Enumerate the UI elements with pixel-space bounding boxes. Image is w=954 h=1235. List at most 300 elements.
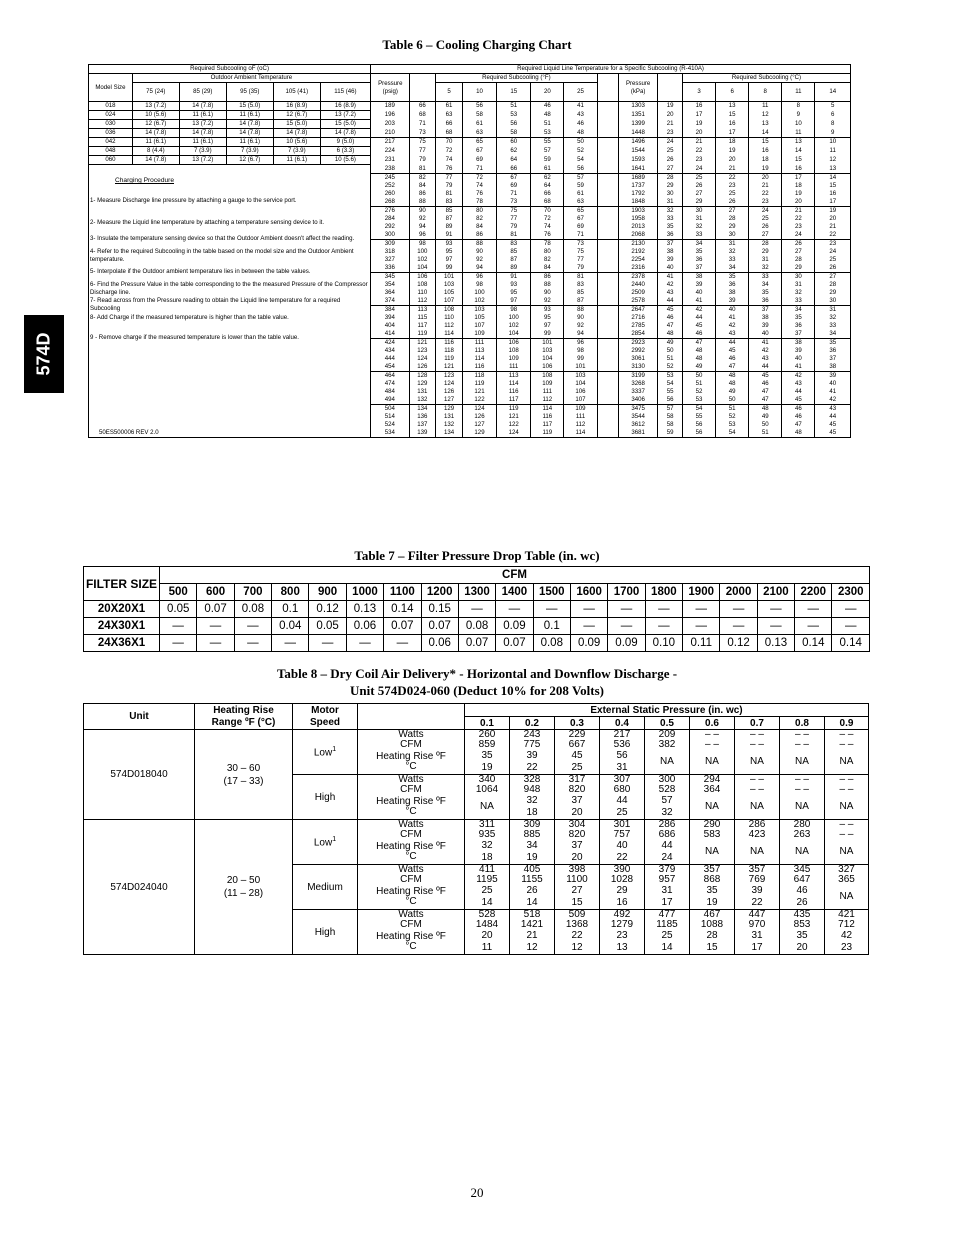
required-subcooling-cell: 11 (6.1)	[132, 138, 179, 147]
liquid-line-temp-cell: 106	[409, 272, 436, 281]
liquid-line-temp-cell: 29	[682, 198, 715, 207]
cfm-cell: 1100	[555, 875, 600, 885]
liquid-line-temp-cell: 102	[462, 297, 496, 306]
heating-rise-value: 19	[706, 897, 718, 908]
subcooling-f-col-header: 5	[436, 83, 463, 102]
heating-rise-c-label: °C	[405, 761, 417, 772]
required-subcooling-cell: 11 (6.1)	[273, 156, 320, 165]
pressure-row	[89, 429, 851, 438]
blank-cell	[597, 322, 618, 330]
liquid-line-temp-cell: 114	[436, 330, 463, 339]
blank-cell	[597, 102, 618, 111]
cfm-col-header: 1200	[421, 584, 458, 601]
liquid-line-temp-cell: 26	[716, 198, 749, 207]
cfm-cell: – –	[825, 830, 869, 840]
pressure-row	[89, 120, 851, 129]
heating-rise-cell	[825, 795, 869, 820]
liquid-line-temp-cell: 89	[436, 223, 463, 231]
pressure-kpa-cell: 2854	[618, 330, 658, 339]
pressure-drop-cell: —	[272, 635, 309, 652]
required-subcooling-cell: 14 (7.8)	[226, 120, 273, 129]
liquid-line-temp-cell: 22	[682, 147, 715, 156]
motor-speed-header-line1: Motor	[311, 704, 339, 716]
pressure-kpa-cell: 1848	[618, 198, 658, 207]
liquid-line-temp-cell: 38	[716, 289, 749, 297]
pressure-kpa-cell: 2923	[618, 338, 658, 347]
liquid-line-temp-cell: 40	[749, 330, 782, 339]
pressure-psig-cell: 454	[371, 363, 409, 372]
pressure-kpa-cell: 2130	[618, 239, 658, 248]
motor-speed-header	[293, 704, 358, 730]
liquid-line-temp-cell: 108	[497, 347, 531, 355]
liquid-line-temp-cell: 48	[682, 347, 715, 355]
heating-rise-value: NA	[480, 801, 494, 812]
watts-cell: 518	[510, 910, 555, 921]
dry-coil-air-delivery-table	[83, 703, 869, 955]
liquid-line-temp-cell: 114	[497, 380, 531, 388]
liquid-line-temp-cell: 93	[436, 239, 463, 248]
heating-rise-value: NA	[750, 756, 764, 767]
cfm-cell: 1028	[600, 875, 645, 885]
motor-speed-label: High	[314, 926, 336, 938]
pressure-drop-cell: —	[645, 618, 682, 635]
liquid-line-temp-cell: 111	[462, 338, 496, 347]
liquid-line-temp-cell: 49	[716, 388, 749, 396]
liquid-line-temp-cell: 72	[462, 173, 496, 182]
liquid-line-temp-cell: 13	[782, 138, 815, 147]
heating-rise-cell	[555, 795, 600, 820]
liquid-line-temp-cell: 22	[716, 173, 749, 182]
liquid-line-temp-cell: 94	[462, 264, 496, 273]
heating-rise-cell	[690, 750, 735, 775]
liquid-line-temp-cell: 30	[782, 272, 815, 281]
cfm-cell: – –	[780, 740, 825, 750]
heating-rise-f-label: Heating Rise ºF	[376, 841, 446, 852]
heating-rise-cell	[465, 750, 510, 775]
watts-cell: 286	[645, 820, 690, 831]
required-subcooling-cell: 13 (7.2)	[179, 120, 226, 129]
liquid-line-temp-cell: 59	[564, 182, 597, 190]
heating-rise-value: 12	[526, 942, 538, 953]
blank-header	[597, 74, 618, 102]
watts-cell: 467	[690, 910, 735, 921]
liquid-line-temp-cell: 13	[749, 120, 782, 129]
liquid-line-temp-cell: 54	[564, 156, 597, 165]
liquid-line-temp-cell: 85	[497, 248, 531, 256]
liquid-line-temp-cell: 39	[749, 322, 782, 330]
liquid-line-temp-cell: 35	[749, 289, 782, 297]
liquid-line-temp-cell: 51	[531, 120, 564, 129]
liquid-line-temp-cell: 39	[682, 281, 715, 289]
liquid-line-temp-cell: 36	[658, 231, 683, 240]
subcooling-f-col-header: 15	[497, 83, 531, 102]
liquid-line-temp-cell: 113	[409, 305, 436, 314]
liquid-line-temp-cell: 101	[564, 363, 597, 372]
watts-cell: – –	[825, 820, 869, 831]
heating-rise-value: 26	[796, 897, 808, 908]
liquid-line-temp-cell: 46	[531, 102, 564, 111]
heating-rise-cell	[690, 795, 735, 820]
liquid-line-temp-cell: 26	[782, 239, 815, 248]
liquid-line-temp-cell: 78	[462, 198, 496, 207]
model-size-cell: 030	[89, 120, 133, 129]
heating-rise-value: 11	[481, 942, 493, 953]
required-subcooling-cell: 15 (5.0)	[273, 120, 320, 129]
liquid-line-temp-cell: 13	[815, 165, 851, 174]
liquid-line-temp-cell: 44	[782, 388, 815, 396]
watts-cell: 379	[645, 865, 690, 876]
liquid-line-temp-cell: 113	[497, 371, 531, 380]
model-size-cell: 042	[89, 138, 133, 147]
liquid-line-temp-cell: 49	[658, 338, 683, 347]
cfm-cell: 364	[690, 785, 735, 795]
liquid-line-temp-cell: 48	[782, 429, 815, 438]
liquid-line-temp-cell: 77	[497, 215, 531, 223]
page-number: 20	[470, 1185, 484, 1200]
heating-rise-range-cell	[195, 730, 293, 820]
req-sub-c-header: Required Subcooling (°C)	[682, 74, 850, 83]
heating-rise-value: 27	[571, 885, 583, 896]
blank-cell	[597, 206, 618, 215]
subcooling-f-col-header: 10	[462, 83, 496, 102]
liquid-line-temp-cell: 94	[564, 330, 597, 339]
pressure-kpa-cell: 2509	[618, 289, 658, 297]
liquid-line-temp-cell: 134	[409, 404, 436, 413]
pressure-drop-cell: —	[683, 618, 720, 635]
heating-rise-value: 37	[571, 795, 583, 806]
liquid-line-temp-cell: 103	[436, 281, 463, 289]
cfm-col-header: 2300	[832, 584, 870, 601]
heating-rise-value: 17	[751, 942, 763, 953]
heating-rise-cell	[825, 840, 869, 865]
liquid-line-temp-cell: 15	[749, 138, 782, 147]
pressure-drop-cell: 0.13	[346, 601, 383, 618]
liquid-line-temp-cell: 121	[409, 338, 436, 347]
liquid-line-temp-cell: 95	[531, 314, 564, 322]
liquid-line-temp-cell: 55	[682, 413, 715, 421]
liquid-line-temp-cell: 11	[782, 129, 815, 138]
liquid-line-temp-cell: 20	[815, 215, 851, 223]
pressure-kpa-cell: 1544	[618, 147, 658, 156]
heating-rise-cell	[555, 930, 600, 955]
heating-rise-cell	[555, 885, 600, 910]
pressure-kpa-cell: 3130	[618, 363, 658, 372]
liquid-line-temp-cell: 16	[749, 147, 782, 156]
heating-rise-cell	[465, 885, 510, 910]
liquid-line-temp-cell: 63	[436, 111, 463, 120]
liquid-line-temp-cell: 121	[462, 388, 496, 396]
heating-rise-cell	[780, 750, 825, 775]
esp-col-header: 0.8	[780, 717, 825, 730]
liquid-line-temp-cell: 20	[716, 156, 749, 165]
liquid-line-temp-cell: 109	[564, 404, 597, 413]
pressure-drop-cell: 0.08	[458, 618, 495, 635]
pressure-drop-cell: —	[570, 601, 607, 618]
pressure-kpa-cell: 3199	[618, 371, 658, 380]
heating-rise-value: 14	[661, 942, 673, 953]
liquid-line-temp-cell: 126	[436, 388, 463, 396]
liquid-line-temp-cell: 70	[436, 138, 463, 147]
blank-cell	[597, 111, 618, 120]
liquid-line-temp-cell: 90	[409, 206, 436, 215]
procedure-step: 1- Measure Discharge line pressure by attaching a gauge to the service port.	[89, 190, 371, 207]
liquid-line-temp-cell: 139	[409, 429, 436, 438]
liquid-line-temp-cell: 92	[462, 256, 496, 264]
liquid-line-temp-cell: 74	[531, 223, 564, 231]
liquid-line-temp-cell: 74	[462, 182, 496, 190]
liquid-line-temp-cell: 46	[716, 355, 749, 363]
pressure-psig-cell: 444	[371, 355, 409, 363]
pressure-drop-cell: —	[795, 601, 832, 618]
heating-rise-cell	[780, 885, 825, 910]
liquid-line-temp-cell: 88	[531, 281, 564, 289]
liquid-line-temp-cell: 66	[497, 165, 531, 174]
liquid-line-temp-cell: 46	[782, 413, 815, 421]
liquid-line-temp-cell: 103	[564, 371, 597, 380]
heating-rise-value: 13	[616, 942, 628, 953]
pressure-row	[89, 111, 851, 120]
heating-rise-value: 31	[751, 930, 763, 941]
pressure-drop-cell: 0.07	[384, 618, 421, 635]
cfm-col-header: 1000	[346, 584, 383, 601]
liquid-line-temp-cell: 126	[409, 363, 436, 372]
heating-rise-value: 45	[571, 750, 583, 761]
blank-cell	[597, 223, 618, 231]
pressure-drop-cell: 0.1	[272, 601, 309, 618]
watts-cell: – –	[825, 730, 869, 741]
motor-speed-cell	[293, 730, 358, 775]
pressure-drop-cell: 0.14	[384, 601, 421, 618]
pressure-row	[89, 165, 851, 174]
range-f: 30 – 60	[226, 762, 261, 774]
procedure-step: 5- Interpolate if the Outdoor ambient temperature lies in between the table values.	[89, 264, 371, 281]
heating-rise-cell	[600, 885, 645, 910]
liquid-line-temp-cell: 105	[462, 314, 496, 322]
liquid-line-temp-cell: 34	[749, 281, 782, 289]
heating-rise-value: NA	[839, 801, 854, 812]
cfm-cell: 647	[780, 875, 825, 885]
liquid-line-temp-cell: 53	[682, 396, 715, 405]
heating-rise-value: 15	[706, 942, 718, 953]
liquid-line-temp-cell: 94	[409, 223, 436, 231]
liquid-line-temp-cell: 63	[564, 198, 597, 207]
heating-rise-cell	[825, 930, 869, 955]
liquid-line-temp-cell: 71	[462, 165, 496, 174]
liquid-line-temp-cell: 16	[716, 120, 749, 129]
liquid-line-temp-cell: 33	[782, 297, 815, 306]
filter-row	[84, 618, 870, 635]
cfm-label: CFM	[358, 875, 465, 885]
liquid-line-temp-cell: 12	[749, 111, 782, 120]
cfm-cell: 1185	[645, 920, 690, 930]
cfm-cell: 948	[510, 785, 555, 795]
liquid-line-temp-cell: 93	[531, 305, 564, 314]
liquid-line-temp-cell: 99	[531, 330, 564, 339]
liquid-line-temp-cell: 91	[497, 272, 531, 281]
required-subcooling-cell: 10 (5.6)	[132, 111, 179, 120]
required-subcooling-cell: 9 (5.0)	[320, 138, 370, 147]
left-group-header: Required Subcooling oF (oC)	[89, 65, 371, 74]
liquid-line-temp-cell: 111	[497, 363, 531, 372]
pressure-psig-cell: 309	[371, 239, 409, 248]
blank-cell	[597, 264, 618, 273]
blank-cell	[89, 206, 371, 215]
liquid-line-temp-cell: 76	[531, 231, 564, 240]
liquid-line-temp-cell: 79	[497, 223, 531, 231]
subcooling-f-col-header: 25	[564, 83, 597, 102]
pressure-kpa-cell: 1593	[618, 156, 658, 165]
heating-rise-value: 32	[526, 795, 538, 806]
liquid-line-temp-cell: 33	[682, 231, 715, 240]
liquid-line-temp-cell: 132	[409, 396, 436, 405]
heating-rise-value: NA	[660, 756, 674, 767]
watts-cell: 492	[600, 910, 645, 921]
blank-cell	[597, 380, 618, 388]
liquid-line-temp-cell: 112	[436, 322, 463, 330]
liquid-line-temp-cell: 35	[716, 272, 749, 281]
liquid-line-temp-cell: 13	[716, 102, 749, 111]
liquid-line-temp-cell: 100	[409, 248, 436, 256]
pressure-kpa-cell: 1903	[618, 206, 658, 215]
cfm-col-header: 500	[160, 584, 197, 601]
pressure-row	[89, 215, 851, 223]
heating-rise-value: 25	[616, 807, 628, 818]
liquid-line-temp-cell: 44	[749, 363, 782, 372]
liquid-line-temp-cell: 19	[782, 190, 815, 198]
pressure-drop-cell: —	[757, 601, 794, 618]
liquid-line-temp-cell: 26	[749, 223, 782, 231]
required-subcooling-cell: 12 (6.7)	[132, 120, 179, 129]
liquid-line-temp-cell: 105	[436, 289, 463, 297]
liquid-line-temp-cell: 19	[658, 102, 683, 111]
heating-rise-value: 20	[481, 930, 493, 941]
procedure-step: 6- Find the Pressure Value in the table corresponding to the the measured Pressure of the Compressor Discharge line.	[89, 281, 371, 297]
heating-rise-label	[358, 930, 465, 955]
liquid-line-temp-cell: 101	[436, 272, 463, 281]
filter-size-cell: 20X20X1	[84, 601, 160, 618]
motor-speed-cell	[293, 775, 358, 820]
heating-rise-cell	[510, 795, 555, 820]
liquid-line-temp-cell: 25	[815, 256, 851, 264]
liquid-line-temp-cell: 70	[531, 206, 564, 215]
liquid-line-temp-cell: 21	[815, 223, 851, 231]
watts-cell: 290	[690, 820, 735, 831]
pressure-drop-cell: —	[608, 601, 645, 618]
motor-speed-label: High	[314, 791, 336, 803]
watts-cell: 357	[735, 865, 780, 876]
motor-speed-cell	[293, 865, 358, 910]
pressure-kpa-cell: 2068	[618, 231, 658, 240]
pressure-drop-cell: —	[832, 601, 870, 618]
liquid-line-temp-cell: 25	[716, 190, 749, 198]
pressure-psig-cell: 268	[371, 198, 409, 207]
liquid-line-temp-cell: 75	[497, 206, 531, 215]
cfm-cell: – –	[825, 740, 869, 750]
pressure-kpa-cell: 2316	[618, 264, 658, 273]
required-subcooling-cell: 14 (7.8)	[273, 129, 320, 138]
liquid-line-temp-cell: 73	[497, 198, 531, 207]
unit-header: Unit	[84, 704, 195, 730]
cfm-col-header: 1500	[533, 584, 570, 601]
liquid-line-temp-cell: 65	[564, 206, 597, 215]
liquid-line-temp-cell: 53	[716, 421, 749, 429]
heating-rise-cell	[510, 840, 555, 865]
watts-cell: 309	[510, 820, 555, 831]
footnote-marker: 1	[332, 835, 337, 843]
unit-cell: 574D018040	[84, 730, 195, 820]
liquid-line-temp-cell: 32	[815, 314, 851, 322]
liquid-line-temp-cell: 56	[564, 165, 597, 174]
liquid-line-temp-cell: 41	[682, 297, 715, 306]
blank-cell	[597, 165, 618, 174]
liquid-line-temp-cell: 56	[658, 396, 683, 405]
heating-rise-cell	[690, 930, 735, 955]
cfm-cell: 868	[690, 875, 735, 885]
liquid-line-temp-cell: 63	[462, 129, 496, 138]
liquid-line-temp-cell: 41	[658, 272, 683, 281]
liquid-line-temp-cell: 44	[658, 297, 683, 306]
liquid-line-temp-cell: 114	[531, 404, 564, 413]
liquid-line-temp-cell: 82	[531, 256, 564, 264]
esp-col-header: 0.2	[510, 717, 555, 730]
liquid-line-temp-cell: 34	[782, 305, 815, 314]
liquid-line-temp-cell: 45	[716, 347, 749, 355]
heating-rise-c-label: °C	[405, 851, 417, 862]
cfm-cell: 712	[825, 920, 869, 930]
pressure-drop-cell: —	[160, 635, 197, 652]
liquid-line-temp-cell: 81	[497, 231, 531, 240]
heating-rise-value: 32	[661, 807, 673, 818]
liquid-line-temp-cell: 38	[682, 272, 715, 281]
required-subcooling-cell: 11 (6.1)	[226, 138, 273, 147]
liquid-line-temp-cell: 49	[749, 413, 782, 421]
liquid-line-temp-cell: 118	[462, 371, 496, 380]
liquid-line-temp-cell: 98	[564, 347, 597, 355]
pressure-kpa-cell: 2647	[618, 305, 658, 314]
liquid-line-temp-cell: 111	[564, 413, 597, 421]
liquid-line-temp-cell: 22	[815, 231, 851, 240]
liquid-line-temp-cell: 18	[782, 182, 815, 190]
liquid-line-temp-cell: 109	[531, 380, 564, 388]
liquid-line-temp-cell: 27	[782, 248, 815, 256]
heating-rise-cell	[735, 750, 780, 775]
liquid-line-temp-cell: 47	[782, 421, 815, 429]
liquid-line-temp-cell: 29	[749, 248, 782, 256]
required-subcooling-cell: 13 (7.2)	[132, 102, 179, 111]
liquid-line-temp-cell: 45	[749, 371, 782, 380]
pressure-drop-cell: —	[197, 618, 234, 635]
temp-col-header: 115 (46)	[320, 83, 370, 102]
liquid-line-temp-cell: 107	[564, 396, 597, 405]
pressure-drop-cell: —	[197, 635, 234, 652]
pressure-drop-cell: 0.05	[309, 618, 346, 635]
cfm-col-header: 800	[272, 584, 309, 601]
liquid-line-temp-cell: 109	[497, 355, 531, 363]
blank-cell	[597, 215, 618, 223]
temp-col-header: 105 (41)	[273, 83, 320, 102]
liquid-line-temp-cell: 88	[564, 305, 597, 314]
esp-col-header: 0.5	[645, 717, 690, 730]
liquid-line-temp-cell: 54	[682, 404, 715, 413]
liquid-line-temp-cell: 117	[409, 322, 436, 330]
liquid-line-temp-cell: 89	[497, 264, 531, 273]
liquid-line-temp-cell: 114	[564, 429, 597, 438]
liquid-line-temp-cell: 47	[716, 363, 749, 372]
heating-rise-value: NA	[750, 846, 764, 857]
liquid-line-temp-cell: 41	[749, 338, 782, 347]
liquid-line-temp-cell: 62	[497, 147, 531, 156]
liquid-line-temp-cell: 30	[682, 206, 715, 215]
